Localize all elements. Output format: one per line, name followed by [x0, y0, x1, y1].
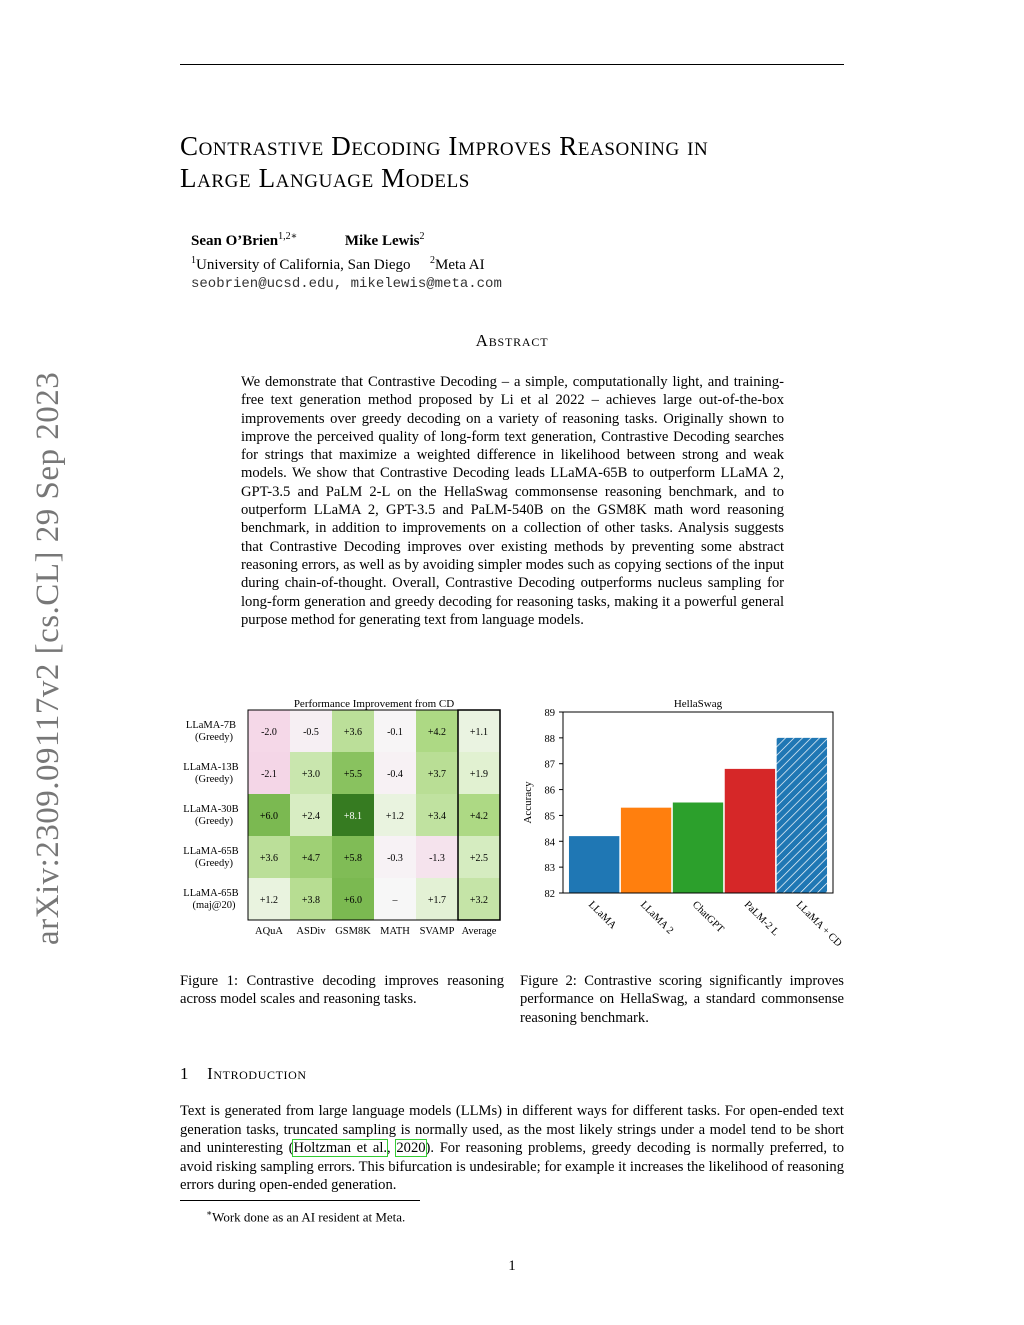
x-tick-label: LLaMA 2 — [637, 899, 676, 937]
x-tick-label: PaLM-2 L — [741, 899, 781, 939]
heatmap-cell-label: +3.6 — [259, 853, 279, 864]
heatmap-cell-label: +1.2 — [385, 811, 405, 822]
heatmap-cell-label: +3.0 — [301, 769, 321, 780]
bar — [777, 738, 827, 893]
author-block: Sean O’Brien$^{1,2∗}$ Mike Lewis$^2$ $^1$University of California, San Diego $^2$Meta AI seobrien@ucsd.edu, mikelewis@meta.com — [191, 231, 502, 292]
bar-chart-title: HellaSwag — [673, 698, 723, 710]
x-tick-label: ChatGPT — [689, 899, 726, 936]
y-axis-label: Accuracy — [522, 781, 534, 824]
heatmap-cell-label: +4.7 — [301, 853, 321, 864]
heatmap-row-label: LLaMA-30B — [183, 804, 239, 815]
footnote-rule — [180, 1200, 420, 1201]
heatmap-cell-label: +1.7 — [427, 895, 447, 906]
header-rule — [180, 64, 844, 65]
citation-link-year[interactable]: 2020 — [396, 1140, 426, 1156]
heatmap-cell-label: +3.6 — [343, 727, 363, 738]
heatmap-row-sublabel: (Greedy) — [195, 858, 233, 869]
x-tick-label: LLaMA + CD — [793, 899, 844, 950]
heatmap-column-label: Average — [461, 926, 497, 937]
heatmap-row-sublabel: (Greedy) — [195, 816, 233, 827]
heatmap-cell-label: +3.4 — [427, 811, 447, 822]
heatmap-title: Performance Improvement from CD — [293, 698, 455, 710]
heatmap-row-sublabel: (Greedy) — [195, 774, 233, 785]
heatmap-column-label: SVAMP — [419, 926, 455, 937]
heatmap-cell-label: +5.8 — [343, 853, 363, 864]
author-2: Mike Lewis — [344, 233, 420, 249]
heatmap-column-label: GSM8K — [335, 926, 371, 937]
y-tick-label: 89 — [544, 708, 555, 719]
heatmap-cell-label: +4.2 — [469, 811, 489, 822]
heatmap-cell-label: -2.0 — [261, 727, 277, 738]
heatmap-cell-label: -0.5 — [303, 727, 319, 738]
y-tick-label: 85 — [544, 811, 555, 823]
heatmap-cell-label: +1.1 — [469, 727, 489, 738]
y-tick-label: 83 — [544, 863, 555, 875]
figure-2-caption: Figure 2: Contrastive scoring significantly improves performance on HellaSwag, a standard commonsense reasoning benchmark. — [520, 973, 844, 1026]
y-tick-label: 86 — [544, 785, 555, 797]
heatmap-cell-label: -2.1 — [261, 769, 277, 780]
bar — [569, 836, 619, 893]
figure-1-heatmap — [180, 694, 510, 944]
affiliations: $^1$University of California, San Diego $^2$Meta AI — [191, 255, 485, 273]
author-emails: seobrien@ucsd.edu, mikelewis@meta.com — [191, 276, 502, 292]
y-tick-label: 88 — [544, 733, 555, 745]
bar — [725, 769, 775, 893]
heatmap-cell-label: +4.2 — [427, 727, 447, 738]
heatmap-cell-label: – — [392, 895, 398, 906]
bar — [621, 808, 671, 893]
heatmap-cell-label: +6.0 — [259, 811, 279, 822]
paper-title: Contrastive Decoding Improves Reasoning in Large Language Models — [180, 131, 709, 193]
heatmap-cell-label: +3.2 — [469, 895, 489, 906]
heatmap-cell-label: -1.3 — [429, 853, 445, 864]
heatmap-row-label: LLaMA-65B — [183, 888, 239, 899]
heatmap-cell-label: +8.1 — [343, 811, 363, 822]
heatmap-column-label: ASDiv — [296, 926, 326, 937]
heatmap-row-label: LLaMA-7B — [185, 720, 237, 731]
heatmap-cell-label: +5.5 — [343, 769, 363, 780]
figure-2-bar-chart — [515, 694, 850, 964]
heatmap-cell-label: +3.7 — [427, 769, 447, 780]
y-tick-label: 84 — [544, 837, 555, 849]
heatmap-cell-label: -0.3 — [387, 853, 403, 864]
heatmap-cell-label: +2.5 — [469, 853, 489, 864]
footnote: ∗Work done as an AI resident at Meta. — [206, 1208, 406, 1225]
x-tick-label: LLaMA — [586, 899, 619, 932]
y-tick-label: 87 — [544, 759, 555, 771]
heatmap-column-label: MATH — [380, 926, 410, 937]
author-1: Sean O’Brien — [191, 233, 279, 249]
intro-paragraph: Text is generated from large language models (LLMs) in different ways for different tasks. For open-ended text generation tasks, truncated sampling is normally used, as the most likely strings under a model tend to be short and uninteresting (Holtzman et al., 2020). For reasoning problems, greedy decoding is normally preferred, to avoid risking sampling errors. This bifurcation is undesirable; for example it increases the likelihood of reasoning errors during open-ended generation. — [180, 1103, 845, 1193]
heatmap-cell-label: +2.4 — [301, 811, 321, 822]
section-heading: 1 Introduction — [180, 1064, 307, 1083]
abstract-heading: Abstract — [475, 331, 549, 350]
heatmap-cell-label: -0.4 — [387, 769, 403, 780]
citation-link-author[interactable]: Holtzman et al. — [293, 1140, 388, 1156]
bar — [673, 803, 723, 894]
heatmap-cell-label: +1.2 — [259, 895, 279, 906]
arxiv-identifier: arXiv:2309.09117v2 [cs.CL] 29 Sep 2023 — [30, 371, 66, 945]
heatmap-column-label: AQuA — [255, 926, 283, 937]
page-number: 1 — [508, 1258, 516, 1274]
heatmap-row-label: LLaMA-13B — [183, 762, 239, 773]
heatmap-cell-label: +3.8 — [301, 895, 321, 906]
y-tick-label: 82 — [544, 889, 555, 900]
heatmap-cell-label: -0.1 — [387, 727, 403, 738]
figure-1-caption: Figure 1: Contrastive decoding improves reasoning across model scales and reasoning tasks. — [180, 973, 504, 1008]
heatmap-row-sublabel: (Greedy) — [195, 732, 233, 743]
heatmap-cell-label: +6.0 — [343, 895, 363, 906]
heatmap-row-label: LLaMA-65B — [183, 846, 239, 857]
heatmap-row-sublabel: (maj@20) — [192, 900, 236, 911]
heatmap-cell-label: +1.9 — [469, 769, 489, 780]
abstract-text: We demonstrate that Contrastive Decoding – a simple, computationally light, and training-free text generation method proposed by Li et al 2022 – achieves large out-of-the-box improvements over greedy decoding on a variety of reasoning tasks. Originally shown to improve the perceived quality of long-form text generation, Contrastive Decoding searches for strings that maximize a weighted difference in likelihood between strong and weak models. We show that Contrastive Decoding leads LLaMA-65B to outperform LLaMA 2, GPT-3.5 and PaLM 2-L on the HellaSwag commonsense reasoning benchmark, and to outperform LLaMA 2, GPT-3.5 and PaLM-540B on the GSM8K math word reasoning benchmark, in addition to improvements on a collection of other tasks. Analysis suggests that Contrastive Decoding improves over existing methods by preventing some abstract reasoning errors, as well as by avoiding simpler modes such as copying sections of the input during chain-of-thought. Overall, Contrastive Decoding outperforms nucleus sampling for long-form generation and greedy decoding for reasoning tasks, making it a powerful general purpose method for generating text from language models. — [241, 374, 784, 628]
